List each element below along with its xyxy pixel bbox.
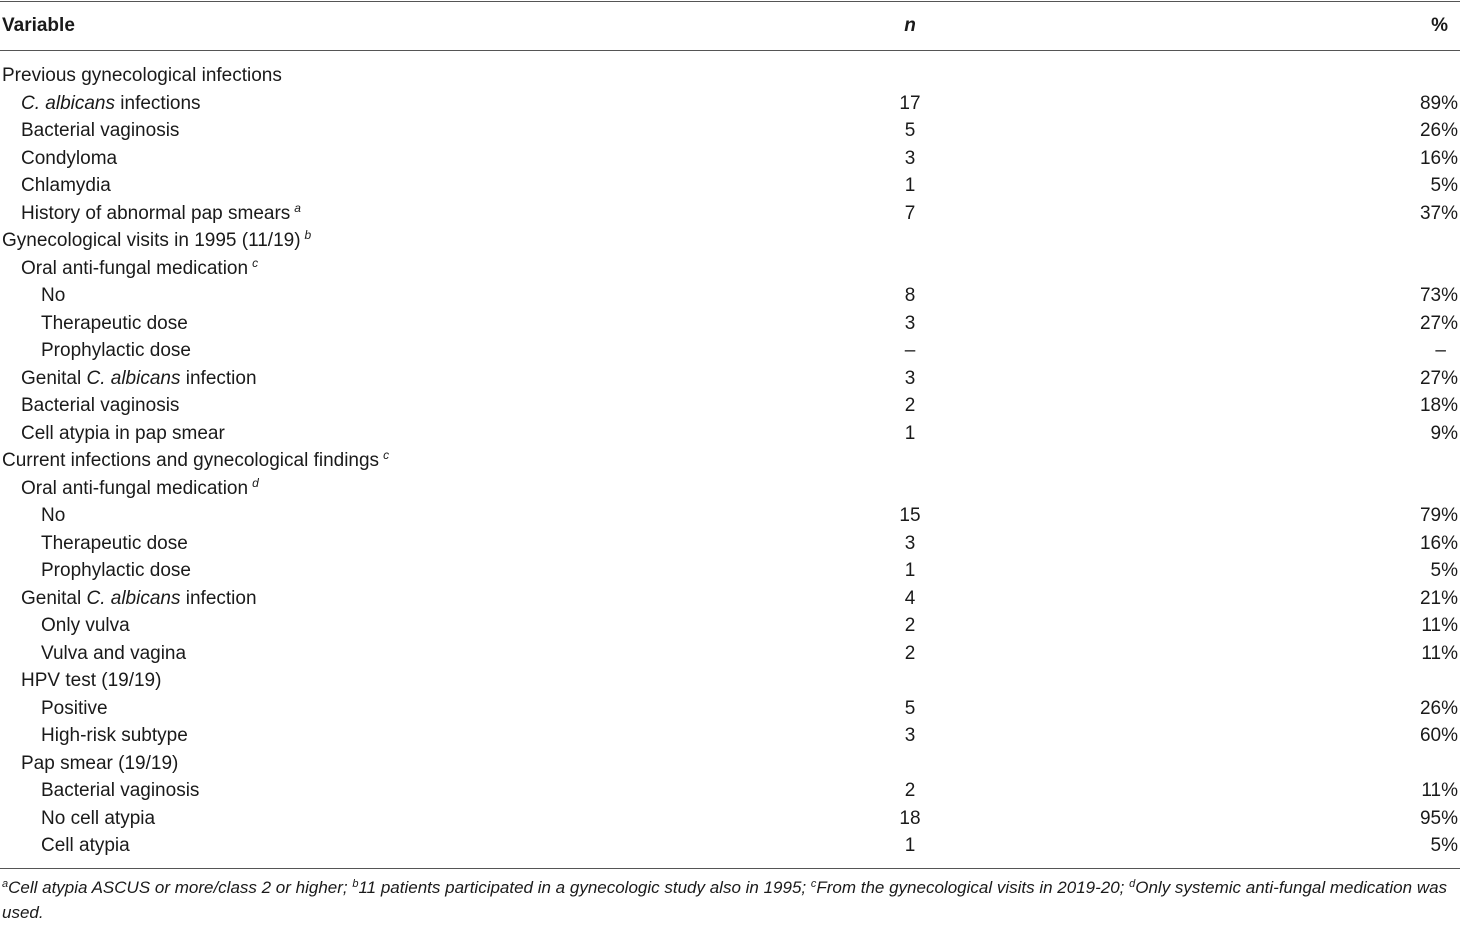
row-n: 7 [904,202,916,224]
row-n: 1 [904,560,916,581]
row-label: Cell atypia [41,835,130,856]
row-pct: 5% [1430,560,1458,581]
row-pct: 73% [1419,285,1458,306]
footnote-b: 11 patients participated in a gynecologic study also in 1995; [358,878,811,897]
row-n: 2 [904,642,916,664]
table-row [0,640,1460,668]
table-row [0,805,1460,833]
header-percent: % [1431,15,1448,36]
row-label: Bacterial vaginosis [41,780,200,801]
section-title: Previous gynecological infections [2,65,282,86]
bottom-rule [0,868,1460,869]
row-n: 18 [899,807,921,829]
footnote-a: Cell atypia ASCUS or more/class 2 or higher; [8,878,353,897]
section-title-text: Gynecological visits in 1995 (11/19) [2,230,301,251]
row-n: 5 [904,120,916,141]
row-pct: 26% [1419,697,1458,719]
row-pct: 21% [1419,587,1458,609]
table-row [0,227,1460,255]
header-variable: Variable [2,15,75,36]
row-pct: 27% [1419,367,1458,389]
row-label: Prophylactic dose [41,560,191,581]
row-n: 3 [904,147,916,169]
table-row [0,392,1460,420]
table-row [0,365,1460,393]
row-label-pre: Genital [21,367,87,389]
table-row [0,475,1460,503]
row-pct: 16% [1419,147,1458,169]
header-rule [0,50,1460,51]
row-label: Positive [41,697,108,719]
row-pct: 89% [1419,92,1458,114]
footnote-marker: c [383,448,390,462]
table-row [0,117,1460,145]
table-row [0,502,1460,530]
row-label-text: Oral anti-fungal medication [21,477,249,499]
row-label: Pap smear (19/19) [21,752,179,774]
footnote-marker: d [252,475,259,490]
row-pct: 11% [1421,615,1458,636]
row-label: Vulva and vagina [41,642,187,664]
row-n: 1 [904,835,916,856]
table-body [0,62,1460,860]
table-row [0,832,1460,860]
row-label-rest: infection [180,587,257,609]
row-n: 8 [904,285,916,306]
table-footnote [2,875,1458,925]
footnote-marker: a [2,878,9,890]
row-label: Bacterial vaginosis [21,120,180,141]
table-header [0,0,1460,50]
row-pct: 5% [1430,175,1458,196]
row-label-pre: Genital [21,587,87,609]
table-row [0,310,1460,338]
row-label: HPV test (19/19) [21,670,162,691]
table-row [0,420,1460,448]
table-row [0,585,1460,613]
row-pct: 11% [1421,780,1458,801]
row-label [21,200,301,228]
row-n: 5 [904,697,916,719]
table-row [0,695,1460,723]
row-n: 2 [904,615,916,636]
row-label-text: Oral anti-fungal medication [21,257,249,279]
footnote-marker: c [810,878,817,890]
footnote-marker: b [304,228,312,242]
row-label: Therapeutic dose [41,312,188,334]
row-label [21,255,258,283]
row-pct: 5% [1430,835,1458,856]
footnote-marker: b [352,878,359,890]
section-title [2,447,389,475]
table-row [0,172,1460,200]
row-label: Cell atypia in pap smear [21,422,225,444]
row-pct: 18% [1419,395,1458,416]
row-label [21,90,201,118]
table-row [0,612,1460,640]
row-label: No cell atypia [41,807,156,829]
row-label: Therapeutic dose [41,532,188,554]
footnote-d: Only systemic anti-fungal medication was used. [2,878,1448,922]
row-pct: – [1435,340,1446,361]
row-pct: 27% [1419,312,1458,334]
row-n: – [904,340,916,361]
row-pct: 26% [1419,120,1458,141]
footnote-marker: d [1129,878,1136,890]
table-row [0,90,1460,118]
row-n: 3 [904,725,916,746]
row-n: 2 [904,780,916,801]
footnote-marker: a [294,200,301,215]
species-name: C. albicans [86,367,181,389]
row-pct: 95% [1419,807,1458,829]
table-row [0,750,1460,778]
table-row [0,722,1460,750]
footnote-c: From the gynecological visits in 2019-20; [816,878,1130,897]
row-pct: 11% [1421,642,1458,664]
row-label: Bacterial vaginosis [21,395,180,416]
row-n: 2 [904,395,916,416]
row-label: Only vulva [41,615,130,636]
table-row [0,200,1460,228]
row-n: 4 [904,587,916,609]
row-n: 1 [904,175,916,196]
row-label [21,475,259,503]
footnote-marker: c [252,255,259,270]
row-label-rest: infection [180,367,257,389]
table-row [0,282,1460,310]
table-row [0,777,1460,805]
row-label [21,585,257,613]
row-label: No [41,285,66,306]
species-name: C. albicans [86,587,181,609]
row-label: High-risk subtype [41,725,188,746]
section-title [2,227,311,255]
row-n: 3 [904,532,916,554]
section-title-text: Current infections and gynecological findings [2,450,380,471]
row-n: 15 [899,505,921,526]
table-row [0,62,1460,90]
row-n: 1 [904,422,916,444]
row-label: Condyloma [21,147,118,169]
row-label: No [41,505,66,526]
row-label: Prophylactic dose [41,340,191,361]
table-row [0,667,1460,695]
table-row [0,337,1460,365]
row-label [21,365,257,393]
row-pct: 37% [1419,202,1458,224]
row-pct: 16% [1419,532,1458,554]
table-row [0,557,1460,585]
species-name: C. albicans [21,92,115,114]
row-pct: 60% [1419,725,1458,746]
row-label-text: History of abnormal pap smears [21,202,291,224]
row-n: 17 [899,92,921,114]
header-n: n [904,15,916,36]
row-n: 3 [904,312,916,334]
row-pct: 9% [1430,422,1458,444]
row-pct: 79% [1419,505,1458,526]
row-n: 3 [904,367,916,389]
table-row [0,145,1460,173]
table-row [0,255,1460,283]
row-label-rest: infections [115,92,201,114]
table-row [0,447,1460,475]
table-row [0,530,1460,558]
row-label: Chlamydia [21,175,111,196]
